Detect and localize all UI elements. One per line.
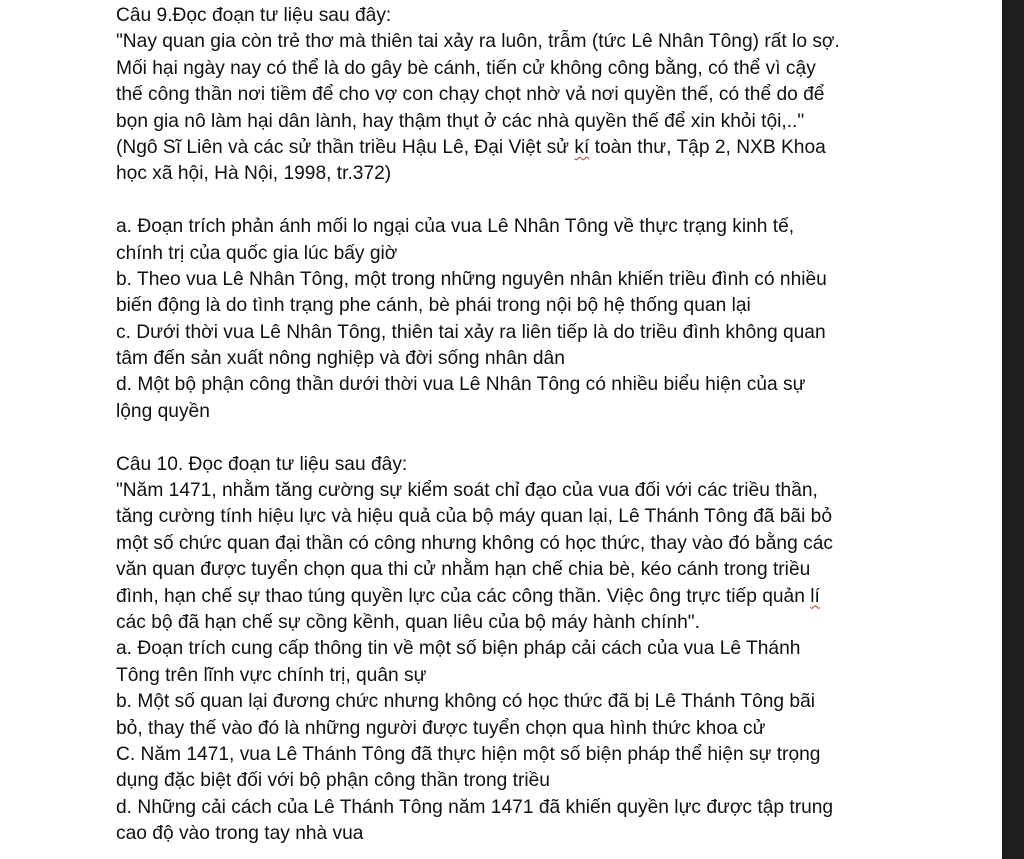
q9-option-c: tâm đến sản xuất nông nghiệp và đời sống nhân dân <box>116 348 565 370</box>
spellcheck-flagged-word[interactable]: lí <box>810 585 820 607</box>
spellcheck-flagged-word[interactable]: kí <box>574 136 590 158</box>
q10-passage-line: một số chức quan đại thần có công nhưng không có học thức, thay vào đó bằng các <box>116 532 833 554</box>
blank-line <box>116 425 996 451</box>
q10-option-a: a. Đoạn trích cung cấp thông tin về một số biện pháp cải cách của vua Lê Thánh <box>116 638 801 660</box>
q9-option-d: d. Một bộ phận công thần dưới thời vua Lê Nhân Tông có nhiều biểu hiện của sự <box>116 374 806 396</box>
q10-passage-line: tăng cường tính hiệu lực và hiệu quả của bộ máy quan lại, Lê Thánh Tông đã bãi bỏ <box>116 506 833 528</box>
q9-passage-line: bọn gia nô làm hại dân lành, hay thậm thụt ở các nhà quyền thế để xin khỏi tội,.." <box>116 110 805 132</box>
q10-passage-line: văn quan được tuyển chọn qua thi cử nhằm hạn chế chia bè, kéo cánh trong triều <box>116 559 811 581</box>
document-body <box>116 3 996 848</box>
q9-passage-line: Mối hại ngày nay có thể là do gây bè cánh, tiến cử không công bằng, có thể vì cậy <box>116 57 816 79</box>
q10-option-c: C. Năm 1471, vua Lê Thánh Tông đã thực hiện một số biện pháp thể hiện sự trọng <box>116 743 821 765</box>
q9-source-line: học xã hội, Hà Nội, 1998, tr.372) <box>116 163 392 185</box>
q10-passage-text: đình, hạn chế sự thao túng quyền lực của các công thần. Việc ông trực tiếp quản <box>116 585 811 607</box>
q9-option-d: lộng quyền <box>116 400 210 422</box>
q10-passage-line <box>116 584 996 610</box>
q10-option-b: b. Một số quan lại đương chức nhưng không có học thức đã bị Lê Thánh Tông bãi <box>116 691 816 713</box>
q9-source-text: toàn thư, Tập 2, NXB Khoa <box>589 136 826 158</box>
q9-passage-line: "Nay quan gia còn trẻ thơ mà thiên tai xảy ra luôn, trẫm (tức Lê Nhân Tông) rất lo sợ. <box>116 31 840 53</box>
q9-source-text: (Ngô Sĩ Liên và các sử thần triều Hậu Lê, Đại Việt sử <box>116 136 575 158</box>
q10-option-b: bỏ, thay thế vào đó là những người được tuyển chọn qua hình thức khoa cử <box>116 717 766 739</box>
q9-passage-line: thế công thần nơi tiềm để cho vợ con chạy chọt nhờ vả nơi quyền thế, có thể do để <box>116 84 825 106</box>
q9-heading: Câu 9.Đọc đoạn tư liệu sau đây: <box>116 5 392 26</box>
q9-option-b: b. Theo vua Lê Nhân Tông, một trong những nguyên nhân khiến triều đình có nhiều <box>116 268 827 290</box>
window-edge <box>1002 0 1024 859</box>
q10-option-d: cao độ vào trong tay nhà vua <box>116 823 364 845</box>
q9-option-b: biến động là do tình trạng phe cánh, bè phái trong nội bộ hệ thống quan lại <box>116 295 751 317</box>
q10-passage-line: "Năm 1471, nhằm tăng cường sự kiểm soát chỉ đạo của vua đối với các triều thần, <box>116 480 818 502</box>
q9-option-a: a. Đoạn trích phản ánh mối lo ngại của vua Lê Nhân Tông về thực trạng kinh tế, <box>116 216 795 238</box>
q10-option-d: d. Những cải cách của Lê Thánh Tông năm 1471 đã khiến quyền lực được tập trung <box>116 796 834 818</box>
q10-passage-line: các bộ đã hạn chế sự cồng kềnh, quan liêu của bộ máy hành chính". <box>116 611 700 633</box>
q9-option-a: chính trị của quốc gia lúc bấy giờ <box>116 242 398 264</box>
q10-option-c: dụng đặc biệt đối với bộ phận công thần trong triều <box>116 770 550 792</box>
q10-heading: Câu 10. Đọc đoạn tư liệu sau đây: <box>116 453 408 475</box>
q9-source-line <box>116 135 996 161</box>
blank-line <box>116 188 996 214</box>
q9-option-c: c. Dưới thời vua Lê Nhân Tông, thiên tai xảy ra liên tiếp là do triều đình không quan <box>116 321 826 343</box>
q10-option-a: Tông trên lĩnh vực chính trị, quân sự <box>116 664 427 686</box>
